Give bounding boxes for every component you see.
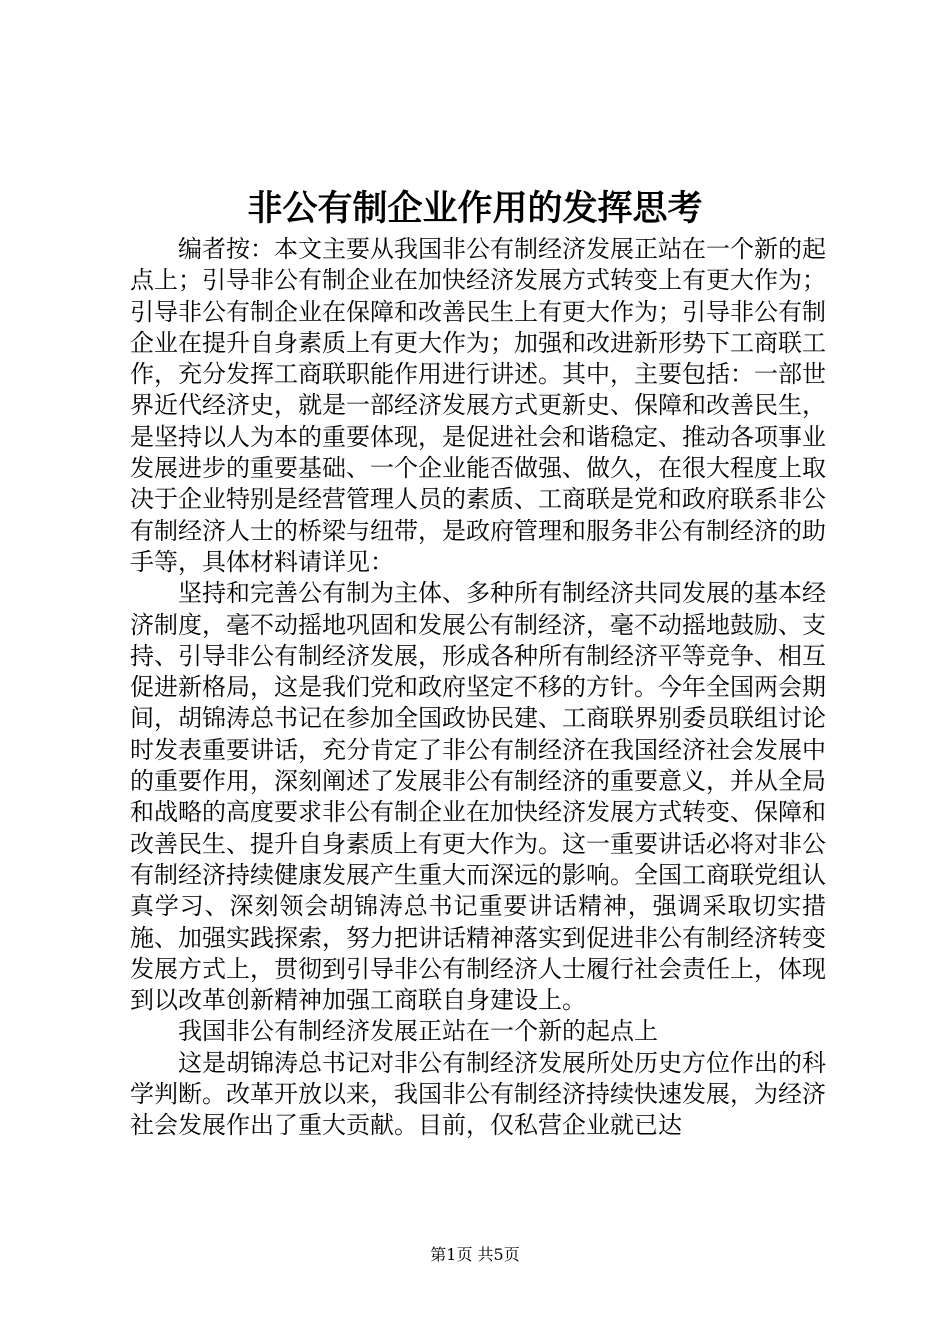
editor-note-paragraph: 编者按：本文主要从我国非公有制经济发展正站在一个新的起点上；引导非公有制企业在加快经济发展方式转变上有更大作为；引导非公有制企业在保障和改善民生上有更大作为；引导非公有制企业在提升自身素质上有更大作为；加强和改进新形势下工商联工作，充分发挥工商联职能作用进行讲述。其中，主要包括：一部世界近代经济史，就是一部经济发展方式更新史、保障和改善民生，是坚持以人为本的重要体现，是促进社会和谐稳定、推动各项事业发展进步的重要基础、一个企业能否做强、做久，在很大程度上取决于企业特别是经营管理人员的素质、工商联是党和政府联系非公有制经济人士的桥梁与纽带，是政府管理和服务非公有制经济的助手等，具体材料请详见： <box>130 235 826 576</box>
document-title: 非公有制企业作用的发挥思考 <box>247 188 703 229</box>
body-paragraph: 坚持和完善公有制为主体、多种所有制经济共同发展的基本经济制度，毫不动摇地巩固和发展公有制经济，毫不动摇地鼓励、支持、引导非公有制经济发展，形成各种所有制经济平等竞争、相互促进新格局，这是我们党和政府坚定不移的方针。今年全国两会期间，胡锦涛总书记在参加全国政协民建、工商联界别委员联组讨论时发表重要讲话，充分肯定了非公有制经济在我国经济社会发展中的重要作用，深刻阐述了发展非公有制经济的重要意义，并从全局和战略的高度要求非公有制企业在加快经济发展方式转变、保障和改善民生、提升自身素质上有更大作为。这一重要讲话必将对非公有制经济持续健康发展产生重大而深远的影响。全国工商联党组认真学习、深刻领会胡锦涛总书记重要讲话精神，强调采取切实措施、加强实践探索，努力把讲话精神落实到促进非公有制经济转变发展方式上，贯彻到引导非公有制经济人士履行社会责任上，体现到以改革创新精神加强工商联自身建设上。 <box>130 579 826 1015</box>
section-heading: 我国非公有制经济发展正站在一个新的起点上 <box>178 1017 658 1046</box>
document-body <box>130 234 826 1142</box>
body-paragraph: 这是胡锦涛总书记对非公有制经济发展所处历史方位作出的科学判断。改革开放以来，我国非公有制经济持续快速发展，为经济社会发展作出了重大贡献。目前，仅私营企业就已达 <box>130 1048 826 1140</box>
page-number-footer: 第1页 共5页 <box>430 1245 520 1264</box>
